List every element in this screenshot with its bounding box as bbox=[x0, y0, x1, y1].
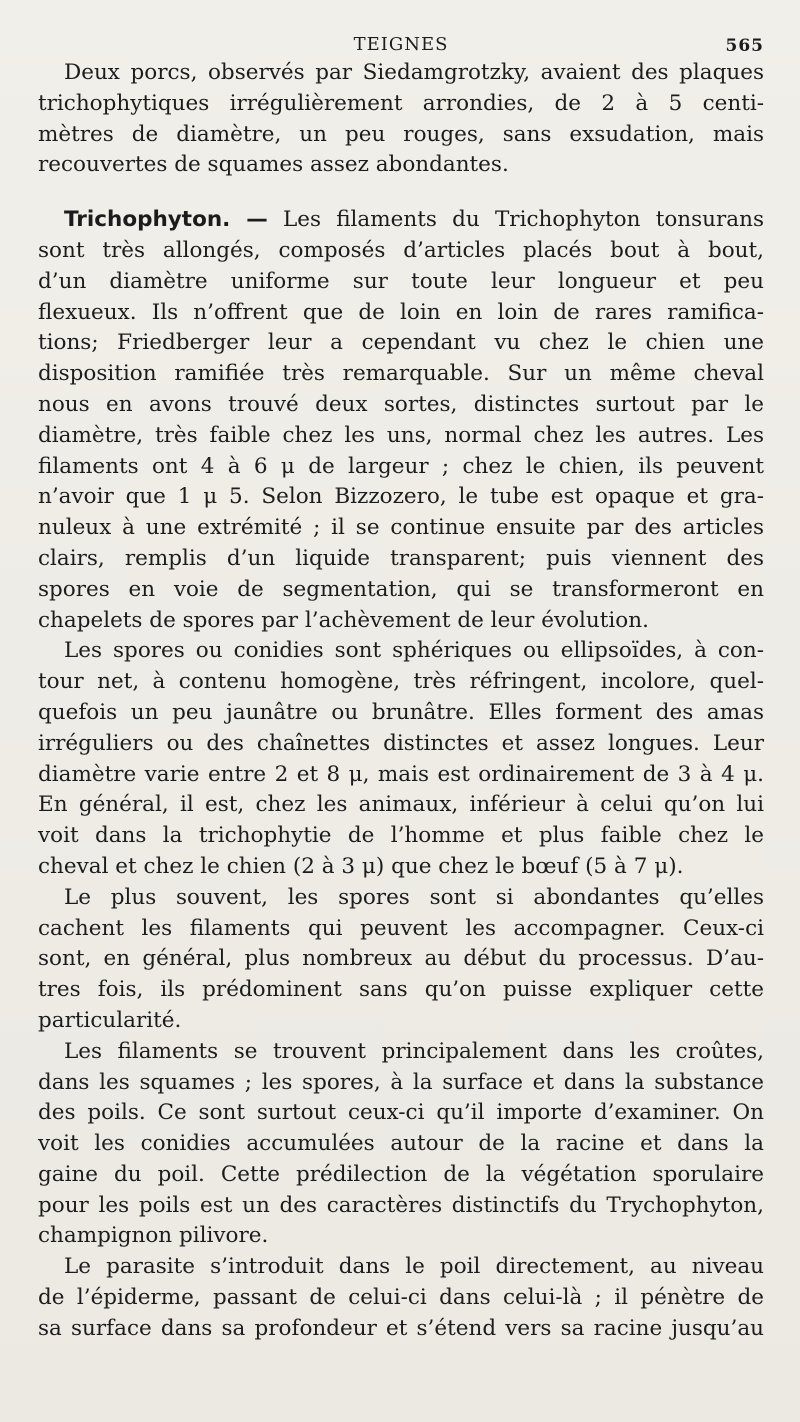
text-line: sa surface dans sa profondeur et s’étend vers sa racine jusqu’au bbox=[38, 1315, 764, 1341]
text-line: quefois un peu jaunâtre ou brunâtre. Elles forment des amas bbox=[38, 699, 764, 725]
text-line: clairs, remplis d’un liquide transparent; puis viennent des bbox=[38, 545, 764, 571]
paragraph-porcs bbox=[38, 58, 764, 181]
text-line: diamètre varie entre 2 et 8 μ, mais est ordinairement de 3 à 4 μ. bbox=[38, 761, 764, 787]
text-line: sont, en général, plus nombreux au début du processus. D’au- bbox=[38, 946, 764, 972]
text-line: Deux porcs, observés par Siedamgrotzky, avaient des plaques bbox=[64, 60, 764, 85]
text-line: tions; Friedberger leur a cependant vu chez le chien une bbox=[38, 330, 764, 356]
text-line: champignon pilivore. bbox=[38, 1223, 269, 1249]
text-line: recouvertes de squames assez abondantes. bbox=[38, 152, 509, 178]
text-line: diamètre, très faible chez les uns, normal chez les autres. Les bbox=[38, 422, 764, 448]
text-line: gaine du poil. Cette prédilection de la végétation sporulaire bbox=[38, 1161, 764, 1187]
text-line: cachent les filaments qui peuvent les accompagner. Ceux-ci bbox=[38, 915, 764, 941]
text-line: mètres de diamètre, un peu rouges, sans exsudation, mais bbox=[38, 121, 764, 147]
text-line: dans les squames ; les spores, à la surface et dans la substance bbox=[38, 1069, 764, 1095]
running-title: TEIGNES bbox=[353, 34, 449, 55]
text-line: tour net, à contenu homogène, très réfringent, incolore, quel- bbox=[38, 669, 764, 695]
text-line: spores en voie de segmentation, qui se transformeront en bbox=[38, 576, 764, 602]
section-heading: Trichophyton. — bbox=[64, 207, 268, 233]
page-header bbox=[38, 28, 764, 58]
paragraph-spores bbox=[38, 636, 764, 882]
text-line: voit dans la trichophytie de l’homme et plus faible chez le bbox=[38, 823, 764, 849]
paragraph-trichophyton bbox=[38, 205, 764, 636]
text-line: cheval et chez le chien (2 à 3 μ) que chez le bœuf (5 à 7 μ). bbox=[38, 853, 684, 879]
text-line: Le parasite s’introduit dans le poil directement, au niveau bbox=[64, 1254, 764, 1280]
text-line: voit les conidies accumulées autour de la racine et dans la bbox=[38, 1131, 764, 1157]
text-line: flexueux. Ils n’offrent que de loin en loin de rares ramifica- bbox=[38, 299, 764, 325]
text-line: nuleux à une extrémité ; il se continue ensuite par des articles bbox=[38, 515, 764, 541]
text-line: Les spores ou conidies sont sphériques ou ellipsoïdes, à con- bbox=[64, 638, 764, 664]
body-text bbox=[38, 58, 764, 1345]
text-line: En général, il est, chez les animaux, inférieur à celui qu’on lui bbox=[38, 792, 764, 818]
text-line: chapelets de spores par l’achèvement de leur évolution. bbox=[38, 607, 649, 633]
paragraph-parasite bbox=[38, 1252, 764, 1344]
text-line: de l’épiderme, passant de celui-ci dans celui-là ; il pénètre de bbox=[38, 1285, 764, 1311]
text-line: irréguliers ou des chaînettes distinctes et assez longues. Leur bbox=[38, 730, 764, 756]
text-line: nous en avons trouvé deux sortes, distinctes surtout par le bbox=[38, 391, 764, 417]
text-line: Les filaments se trouvent principalement dans les croûtes, bbox=[64, 1038, 764, 1064]
text-line: des poils. Ce sont surtout ceux-ci qu’il importe d’examiner. On bbox=[38, 1100, 764, 1126]
section-gap bbox=[38, 181, 764, 205]
text-line: pour les poils est un des caractères distinctifs du Trychophyton, bbox=[38, 1192, 764, 1218]
text-line-rest: Les filaments du Trichophyton tonsurans bbox=[267, 207, 764, 233]
text-line: sont très allongés, composés d’articles placés bout à bout, bbox=[38, 237, 764, 263]
page-number: 565 bbox=[725, 36, 764, 56]
text-line: Le plus souvent, les spores sont si abondantes qu’elles bbox=[64, 884, 764, 910]
text-line: tres fois, ils prédominent sans qu’on puisse expliquer cette bbox=[38, 977, 764, 1003]
text-line: particularité. bbox=[38, 1007, 182, 1033]
text-line bbox=[38, 205, 764, 236]
paragraph-abondance bbox=[38, 883, 764, 1037]
text-line: filaments ont 4 à 6 μ de largeur ; chez le chien, ils peuvent bbox=[38, 453, 764, 479]
text-line: n’avoir que 1 μ 5. Selon Bizzozero, le tube est opaque et gra- bbox=[38, 484, 764, 510]
text-line: trichophytiques irrégulièrement arrondies, de 2 à 5 centi- bbox=[38, 90, 764, 116]
text-line: d’un diamètre uniforme sur toute leur longueur et peu bbox=[38, 268, 764, 294]
text-line: disposition ramifiée très remarquable. Sur un même cheval bbox=[38, 361, 764, 387]
paragraph-localisation bbox=[38, 1037, 764, 1253]
